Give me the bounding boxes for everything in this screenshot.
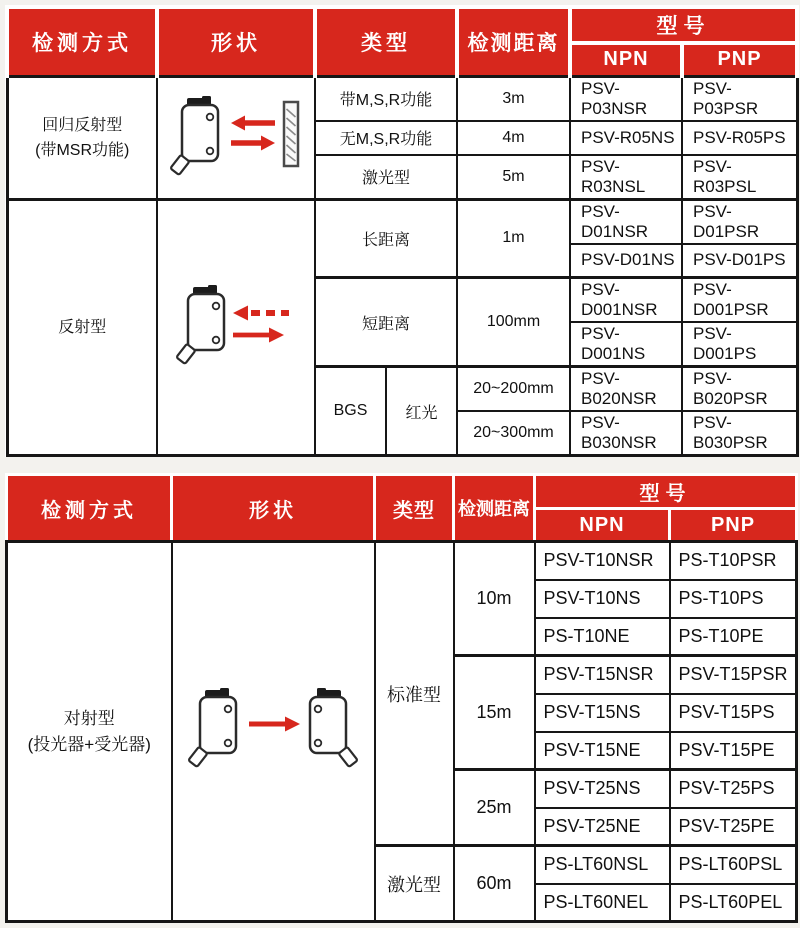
npn-model-cell: PSV-B020NSR [570,367,682,412]
npn-model-cell: PSV-D01NS [570,244,682,278]
table-row [7,76,797,121]
pnp-model-cell: PSV-B020PSR [682,367,797,412]
reflective-sensor-table [5,5,799,457]
header-pnp: PNP [682,43,797,76]
distance-cell: 5m [457,155,570,200]
npn-model-cell: PSV-T25NE [535,808,670,846]
pnp-model-cell: PSV-T15PS [670,694,797,732]
method-cell-through-beam [7,542,172,922]
pnp-model-cell: PSV-D01PSR [682,199,797,244]
pnp-model-cell: PS-LT60PEL [670,884,797,922]
bgs-cell: BGS [315,367,386,456]
npn-model-cell: PSV-P03NSR [570,76,682,121]
npn-model-cell: PSV-R05NS [570,121,682,155]
npn-model-cell: PS-LT60NSL [535,846,670,884]
through-beam-icon [175,672,371,792]
npn-model-cell: PSV-D001NSR [570,278,682,323]
distance-cell: 15m [454,656,535,770]
distance-cell: 20~200mm [457,367,570,412]
pnp-model-cell: PSV-D01PS [682,244,797,278]
npn-model-cell: PSV-T15NE [535,732,670,770]
header-detection-distance: 检测距离 [457,7,570,76]
header-type: 类型 [375,475,454,542]
method-line2: (投光器+受光器) [27,734,151,754]
npn-model-cell: PSV-D001NS [570,322,682,367]
type-cell: 无M,S,R功能 [315,121,457,155]
pnp-model-cell: PSV-D001PSR [682,278,797,323]
header-model: 型号 [570,7,797,43]
shape-cell [157,199,315,456]
header-model: 型号 [535,475,797,509]
diffuse-reflective-icon [161,229,311,425]
type-cell: 短距离 [315,278,457,367]
type-cell: 带M,S,R功能 [315,76,457,121]
pnp-model-cell: PSV-T25PS [670,770,797,808]
method-line1: 对射型 [63,708,115,728]
distance-cell: 4m [457,121,570,155]
distance-cell: 25m [454,770,535,846]
table-row [7,542,797,580]
shape-cell [157,76,315,199]
npn-model-cell: PSV-T15NSR [535,656,670,694]
npn-model-cell: PS-LT60NEL [535,884,670,922]
distance-cell: 20~300mm [457,411,570,456]
pnp-model-cell: PSV-R03PSL [682,155,797,200]
pnp-model-cell: PSV-T15PE [670,732,797,770]
shape-cell [172,542,375,922]
npn-model-cell: PSV-R03NSL [570,155,682,200]
method-line1: 回归反射型 [42,116,123,134]
red-light-cell: 红光 [386,367,457,456]
header-type: 类型 [315,7,457,76]
header-detection-method: 检测方式 [7,475,172,542]
retro-reflective-icon [161,90,311,186]
distance-cell: 100mm [457,278,570,367]
type-cell: 长距离 [315,199,457,278]
pnp-model-cell: PS-T10PE [670,618,797,656]
type-cell-standard: 标准型 [375,542,454,846]
header-shape: 形状 [172,475,375,542]
npn-model-cell: PSV-D01NSR [570,199,682,244]
header-npn: NPN [570,43,682,76]
pnp-model-cell: PSV-T15PSR [670,656,797,694]
type-cell-laser: 激光型 [375,846,454,922]
method-cell-diffuse [7,199,157,456]
header-shape: 形状 [157,7,315,76]
npn-model-cell: PSV-T15NS [535,694,670,732]
type-cell: 激光型 [315,155,457,200]
distance-cell: 60m [454,846,535,922]
distance-cell: 10m [454,542,535,656]
distance-cell: 1m [457,199,570,278]
npn-model-cell: PSV-B030NSR [570,411,682,456]
method-line1: 反射型 [58,318,107,336]
method-cell-retro-reflective [7,76,157,199]
header-npn: NPN [535,509,670,542]
pnp-model-cell: PSV-D001PS [682,322,797,367]
pnp-model-cell: PS-T10PS [670,580,797,618]
table-row [7,199,797,244]
pnp-model-cell: PSV-P03PSR [682,76,797,121]
npn-model-cell: PS-T10NE [535,618,670,656]
through-beam-sensor-table [5,473,798,923]
npn-model-cell: PSV-T10NSR [535,542,670,580]
pnp-model-cell: PS-LT60PSL [670,846,797,884]
npn-model-cell: PSV-T25NS [535,770,670,808]
distance-cell: 3m [457,76,570,121]
pnp-model-cell: PSV-T25PE [670,808,797,846]
header-detection-distance: 检测距离 [454,475,535,542]
pnp-model-cell: PS-T10PSR [670,542,797,580]
pnp-model-cell: PSV-B030PSR [682,411,797,456]
npn-model-cell: PSV-T10NS [535,580,670,618]
header-detection-method: 检测方式 [7,7,157,76]
header-pnp: PNP [670,509,797,542]
pnp-model-cell: PSV-R05PS [682,121,797,155]
method-line2: (带MSR功能) [35,141,130,159]
